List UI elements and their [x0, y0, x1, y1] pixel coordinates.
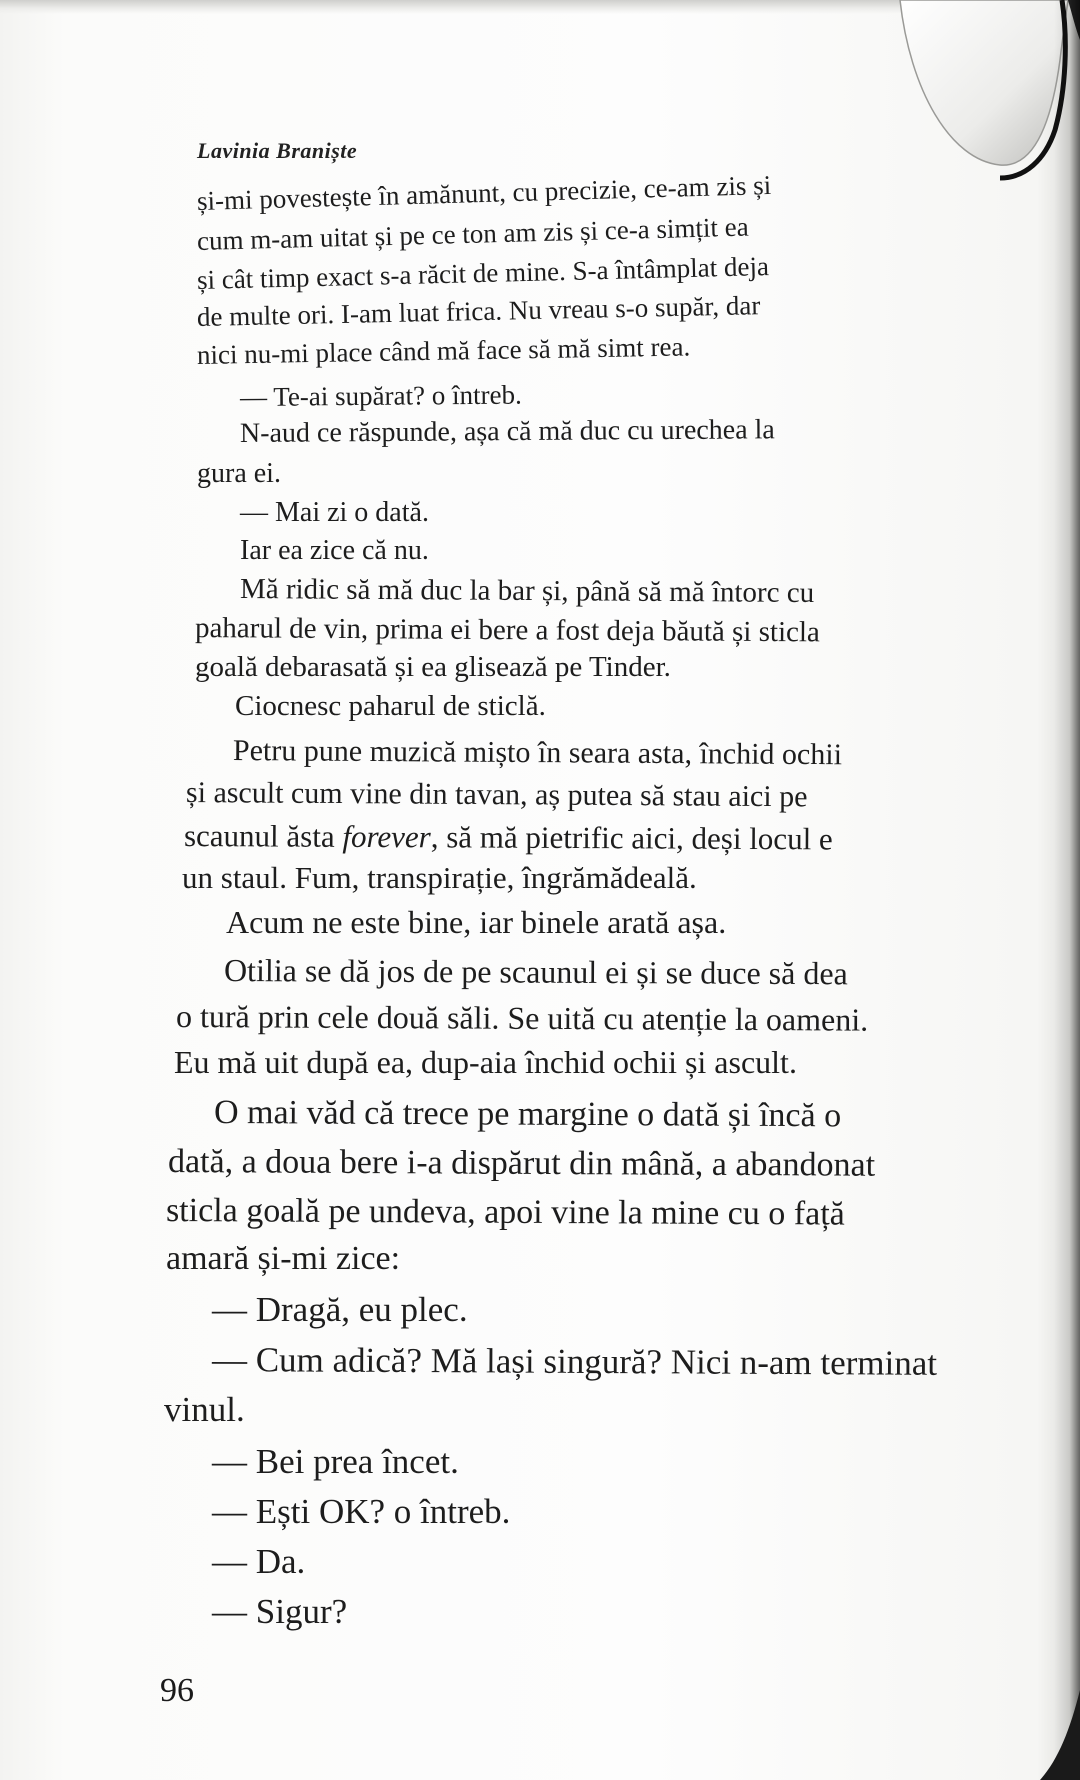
- body-line: — Ești OK? o întreb.: [212, 1492, 511, 1531]
- text-run: scaunul ăsta: [183, 818, 343, 854]
- page-number: 96: [160, 1672, 194, 1709]
- body-line: de multe ori. I-am luat frica. Nu vreau s-o supăr, dar: [196, 290, 761, 332]
- body-line: Acum ne este bine, iar binele arată așa.: [226, 904, 727, 940]
- body-line: Ciocnesc paharul de sticlă.: [235, 690, 546, 722]
- body-line: vinul.: [164, 1390, 245, 1429]
- body-line: — Te-ai supărat? o întreb.: [239, 379, 522, 412]
- italic-word: forever: [342, 818, 431, 855]
- body-line: — Bei prea încet.: [212, 1442, 459, 1481]
- body-line: O mai văd că trece pe margine o dată și încă o: [213, 1094, 842, 1135]
- body-line: goală debarasată și ea glisează pe Tinder.: [195, 651, 671, 683]
- running-head-author: Lavinia Braniște: [197, 138, 358, 163]
- body-line-italic: [184, 818, 833, 857]
- body-line: gura ei.: [197, 458, 281, 489]
- body-line: — Dragă, eu plec.: [212, 1290, 468, 1329]
- body-line: Mă ridic să mă duc la bar și, până să mă întorc cu: [239, 573, 815, 610]
- body-line: un staul. Fum, transpirație, îngrămădeală.: [182, 860, 697, 895]
- body-line: nici nu-mi place când mă face să mă simt rea.: [196, 331, 691, 370]
- body-line: și-mi povestește în amănunt, cu precizie, ce-am zis și: [196, 169, 772, 216]
- body-line: — Cum adică? Mă lași singură? Nici n-am terminat: [211, 1340, 938, 1383]
- body-line: paharul de vin, prima ei bere a fost deja băută și sticla: [194, 612, 820, 649]
- body-line: — Sigur?: [212, 1592, 348, 1631]
- page-edge-shadow: [1020, 1690, 1080, 1780]
- body-line: dată, a doua bere i-a dispărut din mână, a abandonat: [167, 1143, 876, 1184]
- body-line: cum m-am uitat și pe ce ton am zis și ce-a simțit ea: [196, 211, 750, 256]
- body-line: și ascult cum vine din tavan, aș putea să stau aici pe: [185, 776, 808, 814]
- body-line: Iar ea zice că nu.: [240, 535, 429, 566]
- body-line: Petru pune muzică mișto în seara asta, închid ochii: [232, 734, 843, 772]
- body-line: Otilia se dă jos de pe scaunul ei și se duce să dea: [223, 952, 848, 992]
- body-line: sticla goală pe undeva, apoi vine la mine cu o față: [165, 1192, 845, 1233]
- body-line: o tură prin cele două săli. Se uită cu atenție la oameni.: [175, 998, 869, 1038]
- body-line: — Mai zi o dată.: [240, 497, 429, 528]
- body-line: — Da.: [212, 1542, 306, 1581]
- body-line: și cât timp exact s-a răcit de mine. S-a întâmplat deja: [196, 251, 770, 295]
- body-line: Eu mă uit după ea, dup-aia închid ochii și ascult.: [174, 1044, 797, 1080]
- body-line: N-aud ce răspunde, așa că mă duc cu urechea la: [239, 414, 775, 449]
- text-run: , să mă pietrific aici, deși locul e: [430, 819, 833, 857]
- body-line: amară și-mi zice:: [166, 1240, 401, 1277]
